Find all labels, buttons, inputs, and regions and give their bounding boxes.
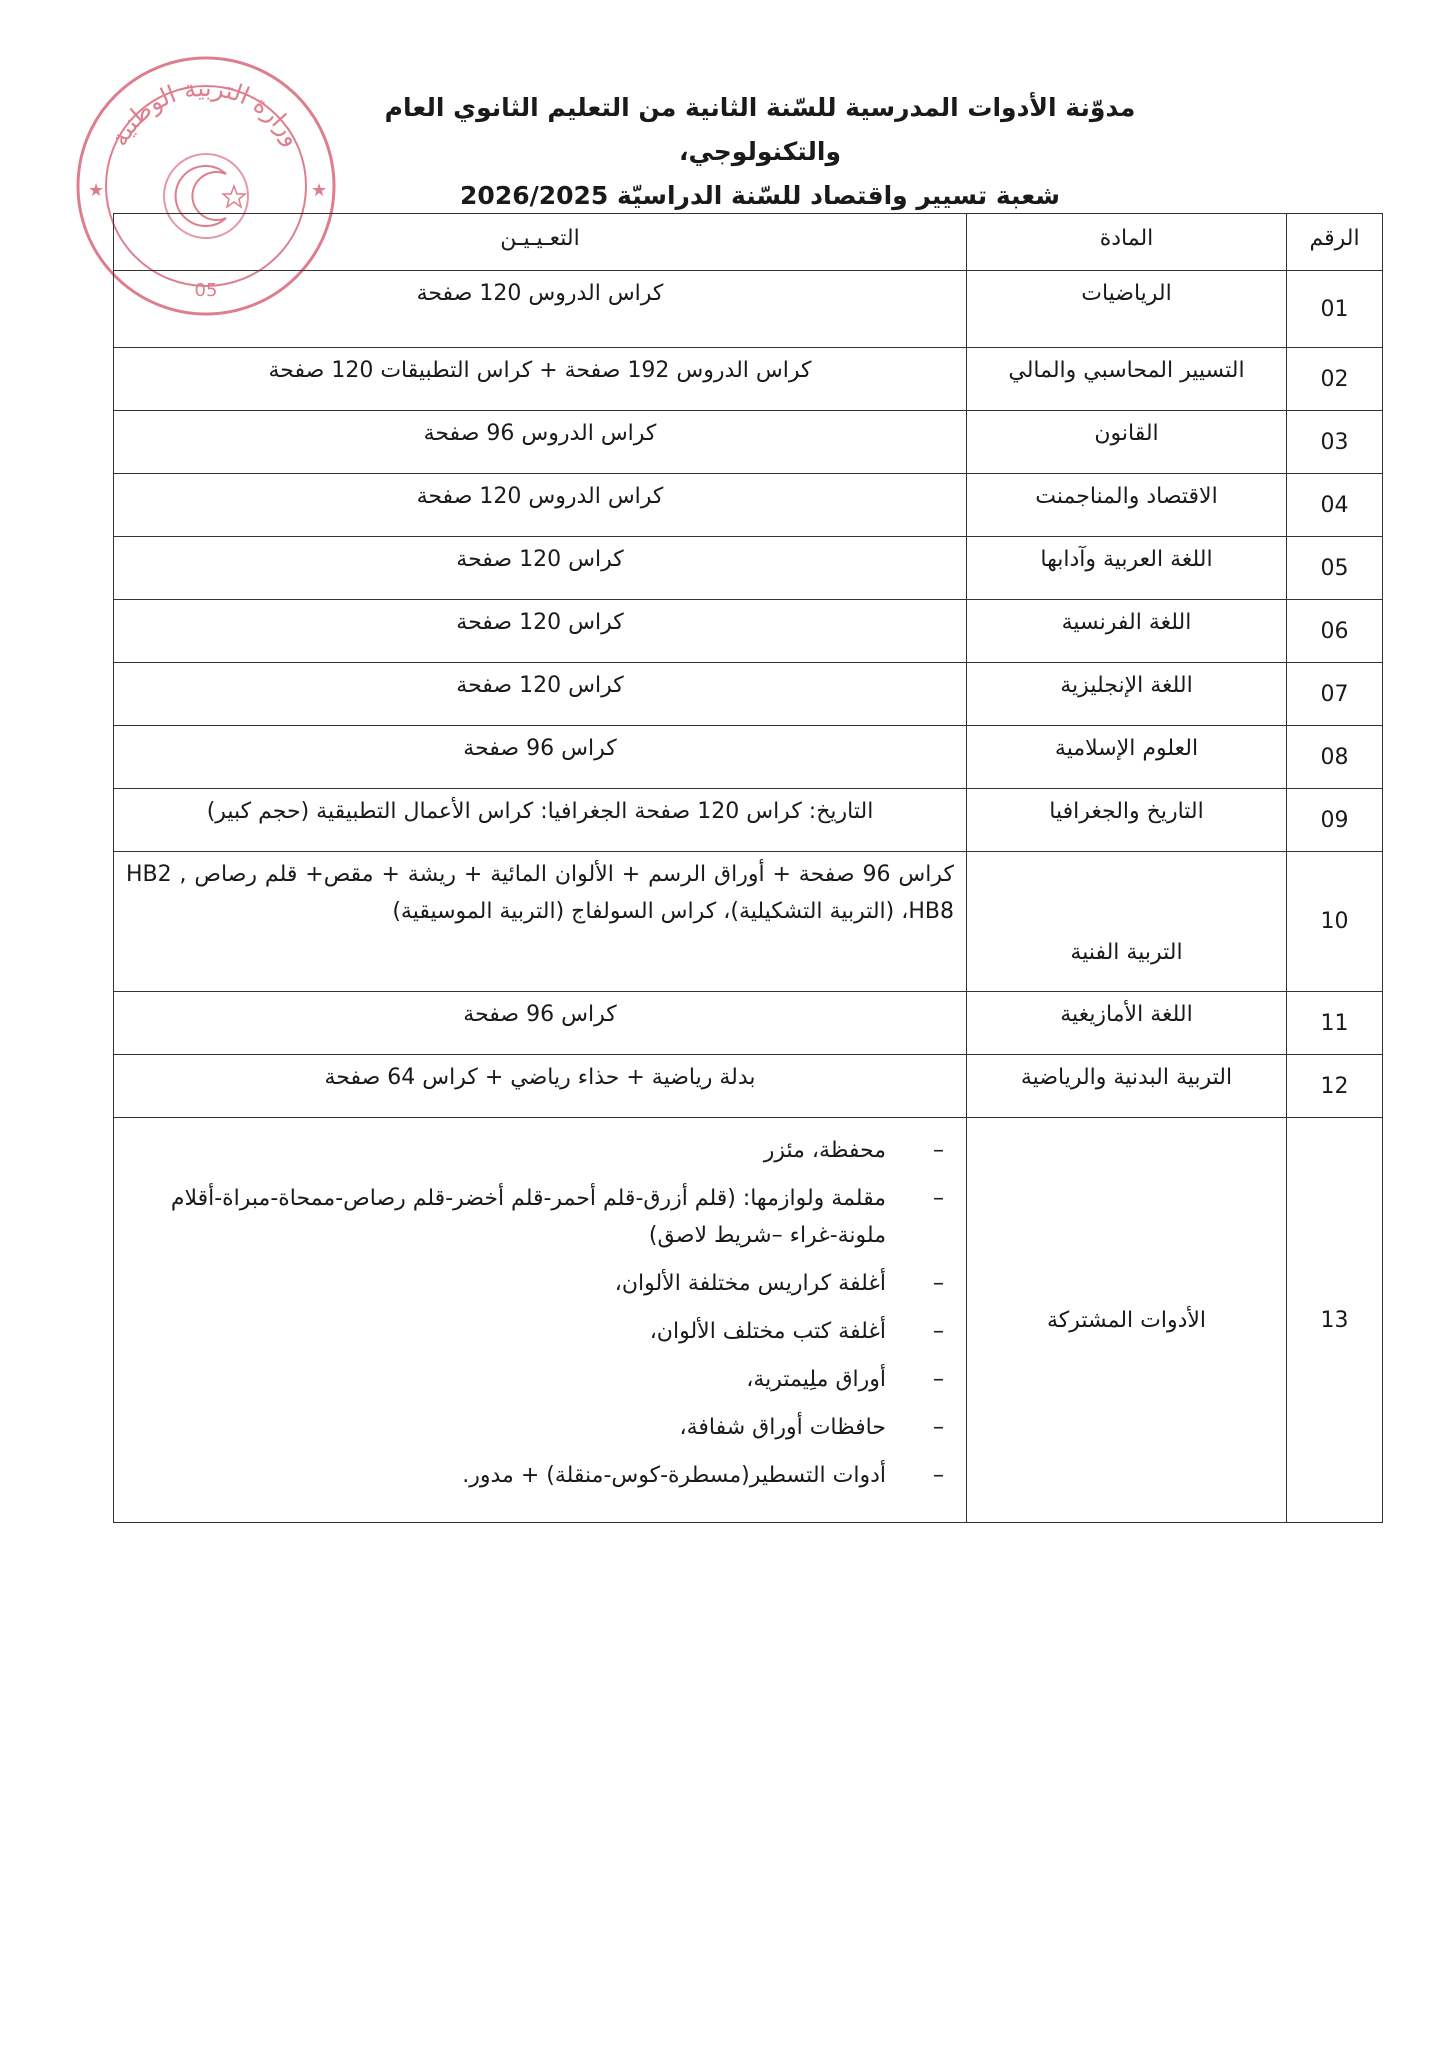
row-items: كراس الدروس 96 صفحة (114, 411, 967, 474)
row-items: كراس 96 صفحة (114, 992, 967, 1055)
header-num: الرقم (1287, 214, 1383, 271)
table-row (114, 1055, 1383, 1118)
document-title (330, 86, 1190, 218)
row-num: 11 (1287, 992, 1383, 1055)
row-num: 04 (1287, 474, 1383, 537)
row-num: 01 (1287, 271, 1383, 348)
row-subject: التربية الفنية (967, 852, 1287, 992)
row-items: كراس الدروس 120 صفحة (114, 474, 967, 537)
svg-text:★: ★ (311, 180, 328, 201)
row-num: 07 (1287, 663, 1383, 726)
row-items: كراس 120 صفحة (114, 537, 967, 600)
title-line-2: شعبة تسيير واقتصاد للسّنة الدراسيّة 2026/2025 (460, 181, 1060, 210)
table-header-row (114, 214, 1383, 271)
common-items-list (126, 1132, 954, 1494)
row-subject: التربية البدنية والرياضية (967, 1055, 1287, 1118)
row-num: 06 (1287, 600, 1383, 663)
row-subject: القانون (967, 411, 1287, 474)
row-num: 03 (1287, 411, 1383, 474)
title-line-1: مدوّنة الأدوات المدرسية للسّنة الثانية من التعليم الثانوي العام والتكنولوجي، (384, 93, 1136, 166)
table-row (114, 789, 1383, 852)
table-row (114, 271, 1383, 348)
row-subject: التاريخ والجغرافيا (967, 789, 1287, 852)
row-items: كراس الدروس 192 صفحة + كراس التطبيقات 120 صفحة (114, 348, 967, 411)
row-subject: التسيير المحاسبي والمالي (967, 348, 1287, 411)
row-num: 02 (1287, 348, 1383, 411)
row-items: كراس 120 صفحة (114, 663, 967, 726)
table-row (114, 411, 1383, 474)
supplies-table (113, 213, 1383, 1523)
table-row (114, 726, 1383, 789)
row-subject: اللغة العربية وآدابها (967, 537, 1287, 600)
table-row (114, 992, 1383, 1055)
svg-text:05: 05 (194, 280, 218, 301)
table-row (114, 663, 1383, 726)
row-subject: اللغة الأمازيغية (967, 992, 1287, 1055)
table-row (114, 600, 1383, 663)
list-item: – محفظة، مئزر (126, 1132, 944, 1169)
table-row-common-supplies (114, 1118, 1383, 1523)
list-item: – أدوات التسطير(مسطرة-كوس-منقلة) + مدور. (126, 1457, 944, 1494)
row-num: 12 (1287, 1055, 1383, 1118)
table-row (114, 537, 1383, 600)
row-subject: اللغة الإنجليزية (967, 663, 1287, 726)
table-row (114, 474, 1383, 537)
row-num: 08 (1287, 726, 1383, 789)
svg-text:وزارة التربية الوطنية: وزارة التربية الوطنية (105, 73, 307, 151)
row-subject: الأدوات المشتركة (967, 1118, 1287, 1523)
row-subject: اللغة الفرنسية (967, 600, 1287, 663)
table-row (114, 852, 1383, 992)
row-items: كراس 120 صفحة (114, 600, 967, 663)
row-items: كراس 96 صفحة + أوراق الرسم + الألوان المائية + ريشة + مقص+ قلم رصاص HB2 , HB8، (التربية التشكيلية)، كراس السولفاج (التربية الموسيقية) (114, 852, 967, 992)
list-item: – أوراق ملِيمترية، (126, 1361, 944, 1398)
table-row (114, 348, 1383, 411)
row-items: كراس 96 صفحة (114, 726, 967, 789)
row-items: بدلة رياضية + حذاء رياضي + كراس 64 صفحة (114, 1055, 967, 1118)
row-items: كراس الدروس 120 صفحة (114, 271, 967, 348)
list-item: – أغلفة كتب مختلف الألوان، (126, 1313, 944, 1350)
row-num: 09 (1287, 789, 1383, 852)
row-items: التاريخ: كراس 120 صفحة الجغرافيا: كراس الأعمال التطبيقية (حجم كبير) (114, 789, 967, 852)
row-num: 13 (1287, 1118, 1383, 1523)
row-subject: الرياضيات (967, 271, 1287, 348)
header-items: التعـيـيـن (114, 214, 967, 271)
header-subject: المادة (967, 214, 1287, 271)
row-num: 10 (1287, 852, 1383, 992)
svg-text:★: ★ (88, 180, 105, 201)
common-items-cell (114, 1118, 967, 1523)
list-item: – أغلفة كراريس مختلفة الألوان، (126, 1265, 944, 1302)
row-subject: الاقتصاد والمناجمنت (967, 474, 1287, 537)
list-item: – حافظات أوراق شفافة، (126, 1409, 944, 1446)
row-num: 05 (1287, 537, 1383, 600)
list-item: – مقلمة ولوازمها: (قلم أزرق-قلم أحمر-قلم أخضر-قلم رصاص-ممحاة-مبراة-أقلام ملونة-غراء –شريط لاصق) (126, 1180, 944, 1254)
row-subject: العلوم الإسلامية (967, 726, 1287, 789)
